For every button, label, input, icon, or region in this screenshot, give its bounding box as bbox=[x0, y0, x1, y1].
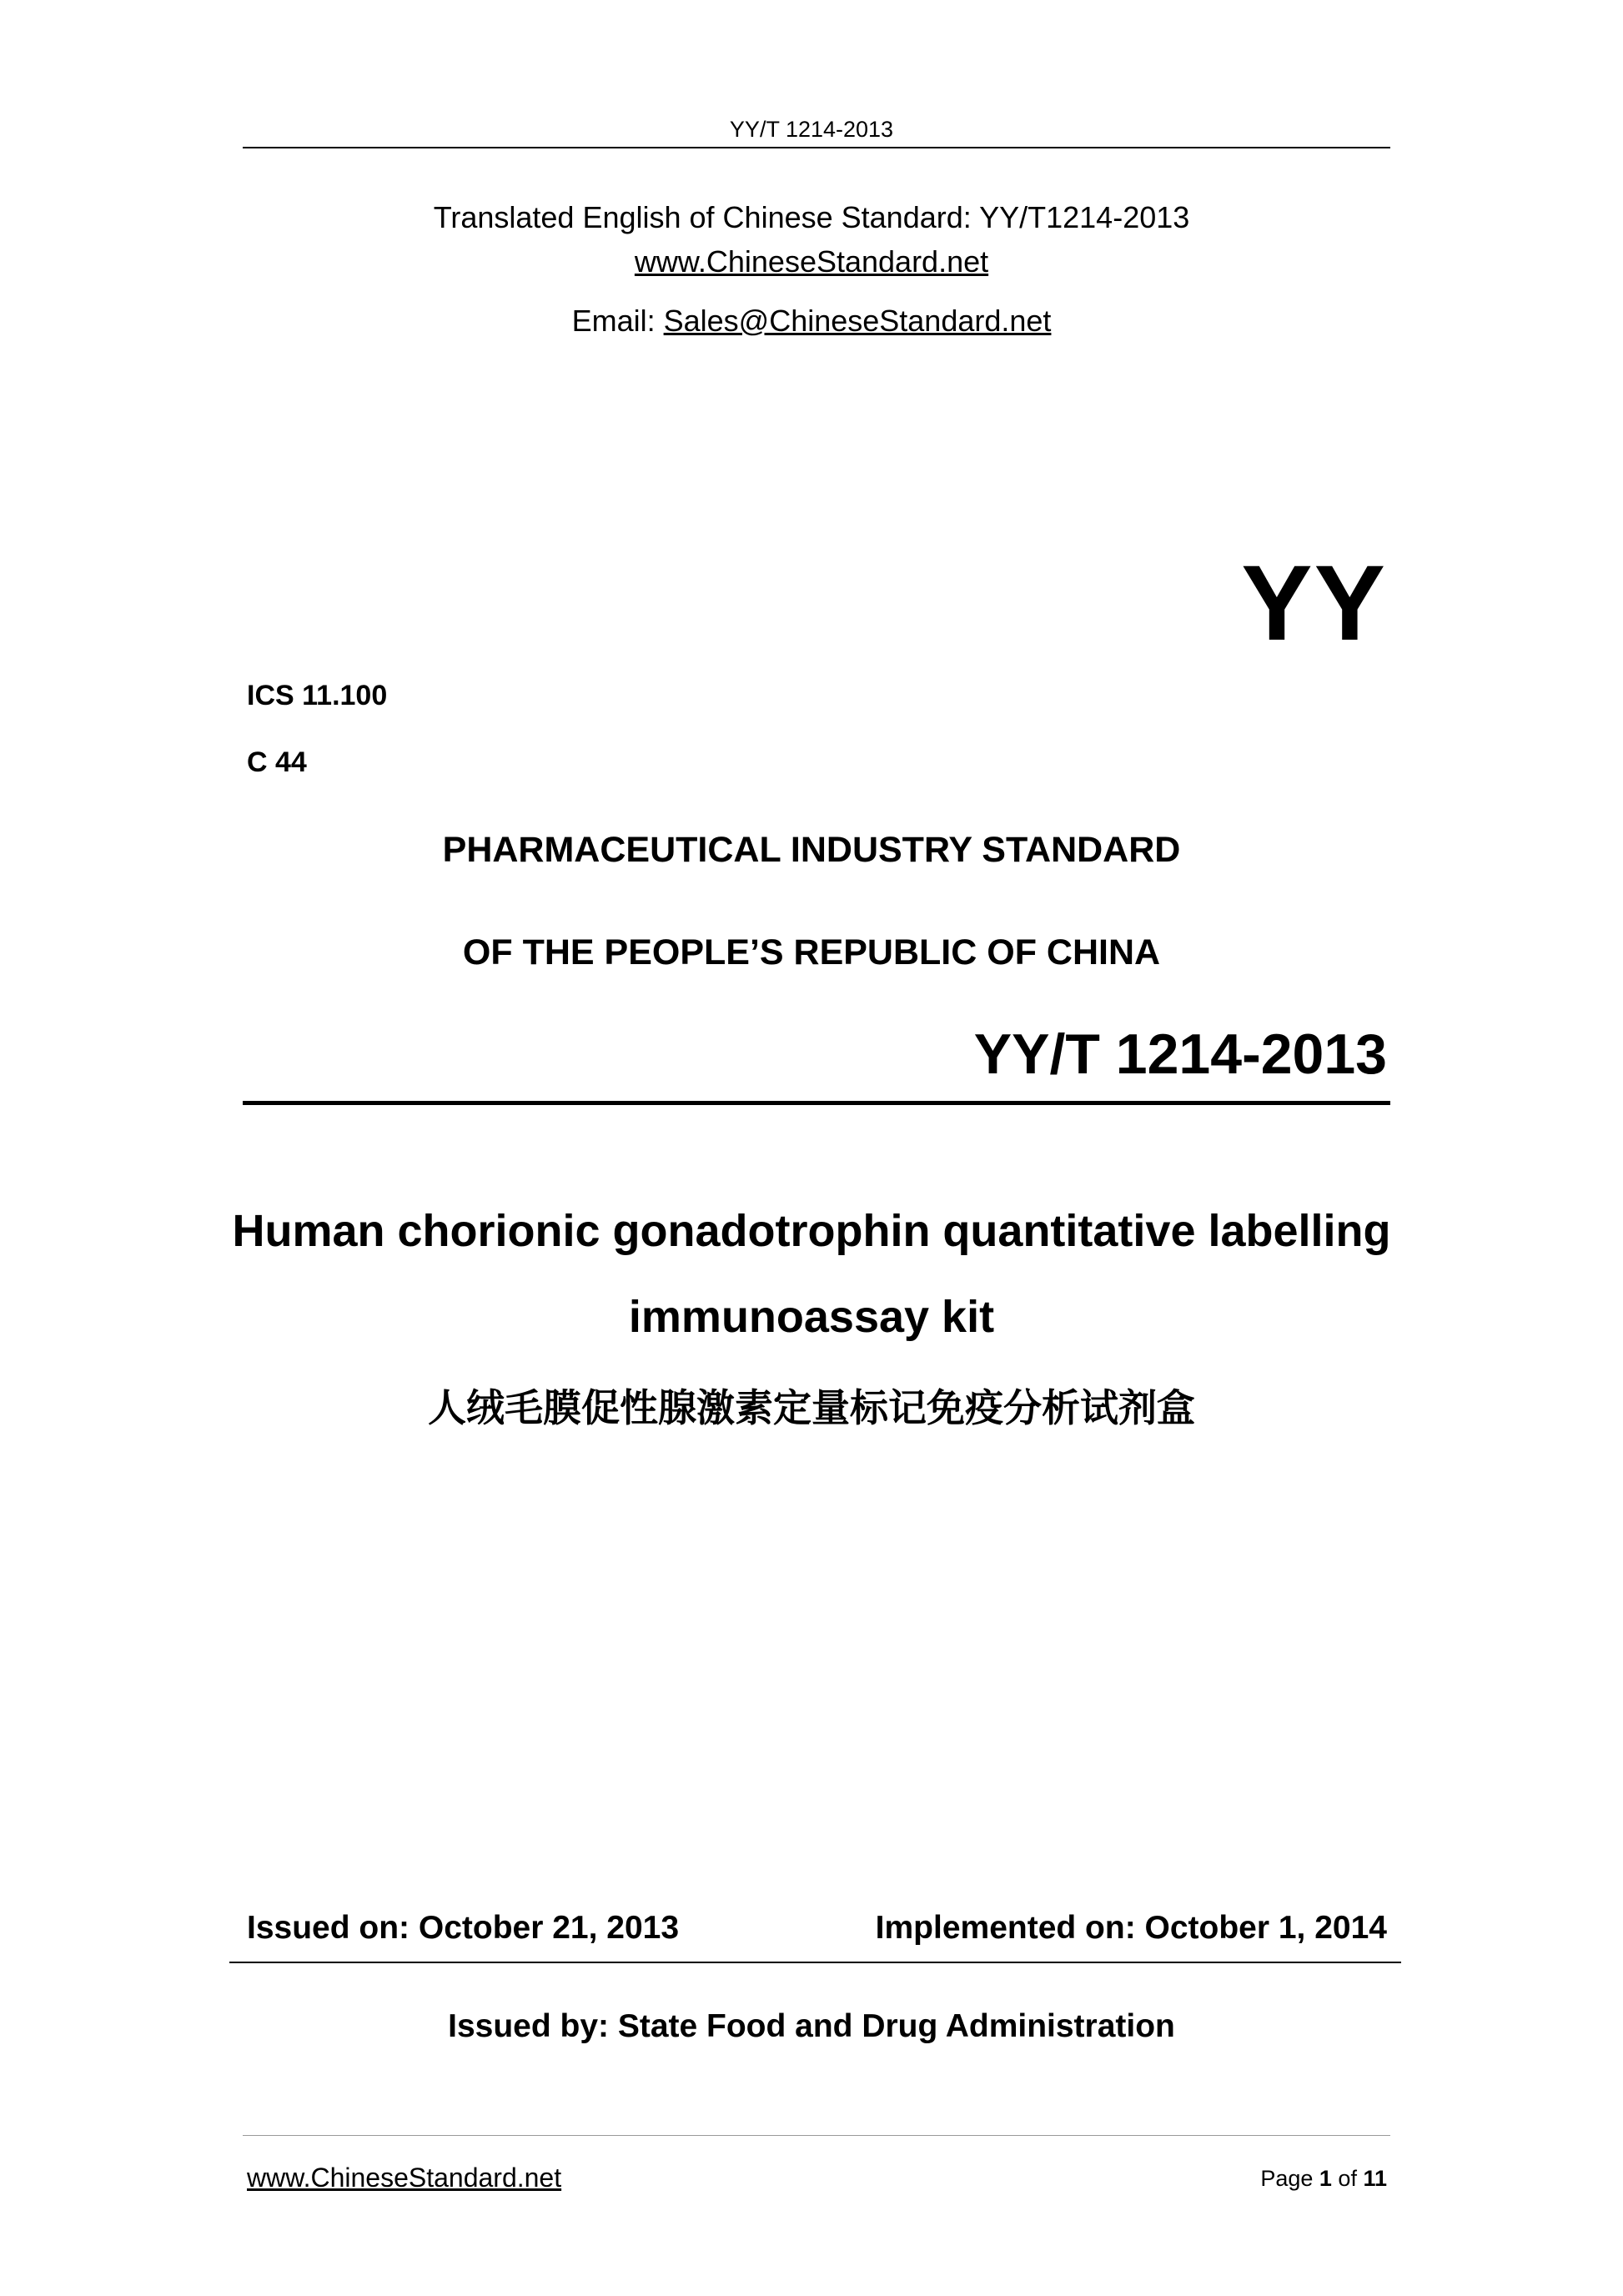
category-mark: YY bbox=[1241, 544, 1387, 663]
translated-standard-line: Translated English of Chinese Standard: YY/T1214-2013 bbox=[433, 200, 1190, 234]
implemented-on-date: Implemented on: October 1, 2014 bbox=[875, 1910, 1387, 1946]
page-label: Page bbox=[1260, 2166, 1319, 2191]
document-title-line-1: Human chorionic gonadotrophin quantitative labelling bbox=[232, 1206, 1391, 1256]
page-current: 1 bbox=[1319, 2166, 1332, 2191]
email-link[interactable]: Sales@ChineseStandard.net bbox=[663, 304, 1052, 338]
ics-code: ICS 11.100 bbox=[247, 680, 388, 711]
page-total: 11 bbox=[1363, 2166, 1387, 2191]
issuing-authority: Issued by: State Food and Drug Administration bbox=[448, 2008, 1175, 2044]
standard-title-line-1: PHARMACEUTICAL INDUSTRY STANDARD bbox=[442, 830, 1181, 870]
email-line bbox=[0, 304, 1623, 339]
email-label: Email: bbox=[571, 304, 664, 338]
ccs-code: C 44 bbox=[247, 746, 307, 778]
dates-divider bbox=[229, 1962, 1401, 1963]
document-title-line-2: immunoassay kit bbox=[628, 1292, 995, 1342]
standard-number: YY/T 1214-2013 bbox=[973, 1022, 1387, 1086]
page-of: of bbox=[1331, 2166, 1364, 2191]
document-title-chinese: 人绒毛膜促性腺激素定量标记免疫分析试剂盒 bbox=[428, 1385, 1195, 1430]
footer-website bbox=[247, 2163, 561, 2193]
issued-on-date: Issued on: October 21, 2013 bbox=[247, 1910, 680, 1946]
website-line bbox=[0, 244, 1623, 279]
running-header: YY/T 1214-2013 bbox=[729, 117, 894, 142]
website-link[interactable]: www.ChineseStandard.net bbox=[634, 244, 989, 279]
footer-website-link[interactable]: www.ChineseStandard.net bbox=[247, 2163, 562, 2193]
standard-number-divider bbox=[243, 1101, 1390, 1105]
footer-divider bbox=[243, 2135, 1390, 2136]
header-divider bbox=[243, 147, 1390, 148]
page-indicator bbox=[1260, 2166, 1387, 2192]
standard-title-line-2: OF THE PEOPLE’S REPUBLIC OF CHINA bbox=[462, 932, 1161, 972]
